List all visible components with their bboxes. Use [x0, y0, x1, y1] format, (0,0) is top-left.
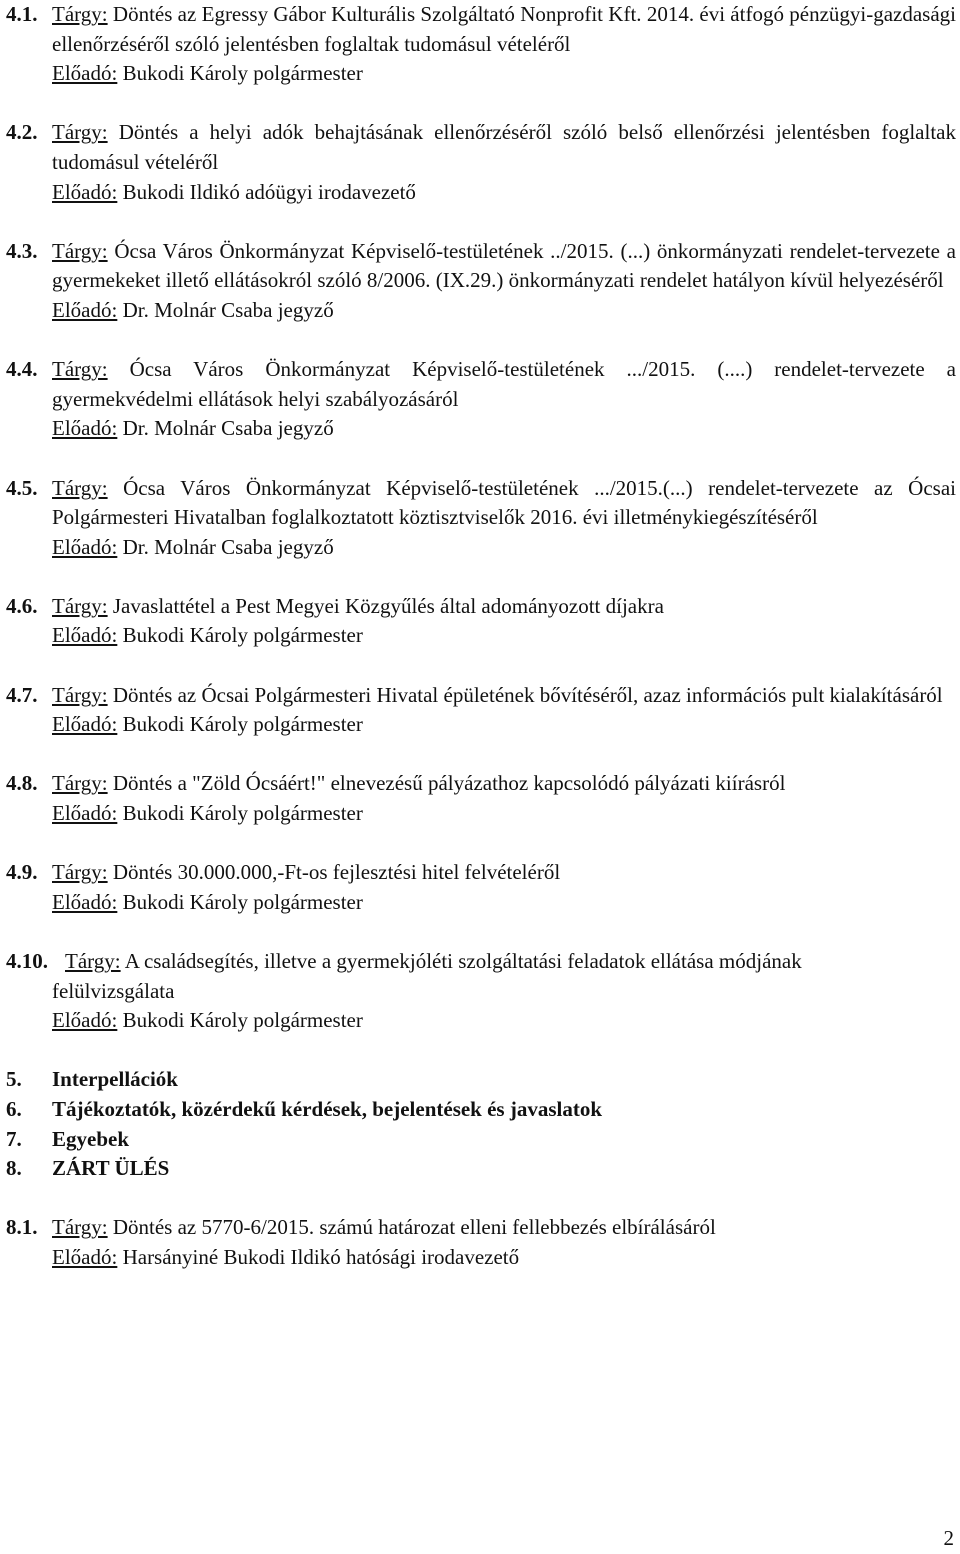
item-subject [52, 355, 956, 414]
subject-label: Tárgy: [52, 860, 108, 885]
subject-label: Tárgy: [52, 1215, 108, 1240]
item-subject [52, 237, 956, 296]
item-subject [52, 0, 956, 59]
item-number: 4.7. [6, 682, 38, 707]
section-title: Egyebek [52, 1126, 130, 1151]
agenda-item-4-3 [6, 237, 956, 326]
item-presenter [52, 59, 956, 89]
section-7 [6, 1125, 956, 1155]
presenter-text: Bukodi Ildikó adóügyi irodavezető [122, 179, 416, 204]
agenda-item-4-8 [6, 769, 956, 828]
item-subject [52, 474, 956, 533]
subject-text: Döntés az Egressy Gábor Kulturális Szolgáltató Nonprofit Kft. 2014. évi átfogó pénzügyi-gazdasági ellenőrzéséről szóló jelentésben foglaltak tudomásul vételéről [52, 2, 957, 56]
item-presenter [52, 414, 956, 444]
agenda-item-4-6 [6, 592, 956, 651]
presenter-text: Dr. Molnár Csaba jegyző [122, 297, 334, 322]
section-title: ZÁRT ÜLÉS [52, 1156, 170, 1181]
agenda-item-4-7 [6, 681, 956, 740]
section-number: 7. [6, 1126, 22, 1151]
item-presenter [52, 178, 956, 208]
item-presenter [52, 533, 956, 563]
agenda-item-4-9 [6, 858, 956, 917]
item-number: 4.6. [6, 593, 38, 618]
presenter-label: Előadó: [52, 1008, 118, 1033]
presenter-text: Bukodi Károly polgármester [122, 623, 363, 648]
subject-text: Ócsa Város Önkormányzat Képviselő-testületének ../2015. (...) önkormányzati rendelet-tervezete a gyermekeket illető ellátásokról szóló 8/2006. (IX.29.) önkormányzati rendelet hatályon kívül helyezéséről [52, 238, 956, 293]
subject-label: Tárgy: [52, 682, 108, 707]
presenter-text: Bukodi Károly polgármester [122, 1008, 363, 1033]
subject-label: Tárgy: [52, 120, 108, 145]
subject-text: Ócsa Város Önkormányzat Képviselő-testületének .../2015.(...) rendelet-tervezete az Ócsai Polgármesteri Hivatalban foglalkoztatott köztisztviselők 2016. évi illetménykiegészítéséről [52, 475, 956, 530]
subject-text: Ócsa Város Önkormányzat Képviselő-testületének .../2015. (....) rendelet-tervezete a gyermekvédelmi ellátások helyi szabályozásáról [52, 357, 956, 411]
presenter-label: Előadó: [52, 889, 118, 914]
agenda-item-4-1 [6, 0, 956, 89]
page-number: 2 [943, 1526, 954, 1550]
section-8 [6, 1154, 956, 1184]
agenda-item-4-10 [6, 947, 956, 1036]
item-subject [52, 592, 956, 622]
subject-label: Tárgy: [52, 357, 108, 382]
subject-text: Javaslattétel a Pest Megyei Közgyűlés által adományozott díjakra [112, 593, 664, 618]
section-number: 6. [6, 1096, 22, 1121]
subject-label: Tárgy: [65, 949, 121, 973]
presenter-label: Előadó: [52, 297, 118, 322]
item-presenter [52, 1243, 956, 1273]
item-subject [52, 769, 956, 799]
item-number: 4.5. [6, 475, 38, 500]
subject-label: Tárgy: [52, 2, 108, 26]
subject-text: Döntés 30.000.000,-Ft-os fejlesztési hitel felvételéről [112, 860, 561, 885]
item-presenter [52, 710, 956, 740]
presenter-text: Dr. Molnár Csaba jegyző [122, 416, 334, 441]
item-presenter [52, 1006, 956, 1036]
subject-text: A családsegítés, illetve a gyermekjóléti szolgáltatási feladatok ellátása módjának felülvizsgálata [52, 949, 802, 1003]
presenter-text: Bukodi Károly polgármester [122, 801, 363, 826]
subject-label: Tárgy: [52, 593, 108, 618]
presenter-text: Harsányiné Bukodi Ildikó hatósági irodavezető [122, 1244, 520, 1269]
presenter-text: Bukodi Károly polgármester [122, 889, 363, 914]
presenter-label: Előadó: [52, 801, 118, 826]
item-subject [52, 118, 956, 177]
presenter-label: Előadó: [52, 534, 118, 559]
agenda-item-4-4 [6, 355, 956, 444]
agenda-item-4-2 [6, 118, 956, 207]
agenda-page [6, 0, 956, 1302]
item-number: 8.1. [6, 1215, 38, 1240]
subject-text: Döntés az Ócsai Polgármesteri Hivatal épületének bővítéséről, azaz információs pult kialakításáról [112, 682, 943, 707]
presenter-text: Bukodi Károly polgármester [122, 712, 363, 737]
item-subject [52, 681, 956, 711]
item-subject [52, 1213, 956, 1243]
item-number: 4.8. [6, 771, 38, 796]
section-number: 8. [6, 1156, 22, 1181]
presenter-text: Bukodi Károly polgármester [122, 61, 363, 86]
subject-label: Tárgy: [52, 475, 108, 500]
item-number: 4.4. [6, 357, 38, 382]
presenter-label: Előadó: [52, 179, 118, 204]
subject-label: Tárgy: [52, 771, 108, 796]
item-presenter [52, 296, 956, 326]
section-6 [6, 1095, 956, 1125]
subject-label: Tárgy: [52, 238, 108, 263]
subject-text: Döntés az 5770-6/2015. számú határozat elleni fellebbezés elbírálásáról [112, 1215, 716, 1240]
presenter-label: Előadó: [52, 416, 118, 441]
item-number: 4.2. [6, 120, 38, 145]
presenter-label: Előadó: [52, 1244, 118, 1269]
item-presenter [52, 799, 956, 829]
section-5 [6, 1065, 956, 1095]
item-subject [52, 858, 956, 888]
presenter-label: Előadó: [52, 61, 118, 86]
presenter-label: Előadó: [52, 712, 118, 737]
subject-text: Döntés a "Zöld Ócsáért!" elnevezésű pályázathoz kapcsolódó pályázati kiírásról [112, 771, 786, 796]
agenda-item-4-5 [6, 474, 956, 563]
presenter-text: Dr. Molnár Csaba jegyző [122, 534, 334, 559]
section-number: 5. [6, 1067, 22, 1092]
item-number: 4.9. [6, 860, 38, 885]
section-title: Tájékoztatók, közérdekű kérdések, bejelentések és javaslatok [52, 1096, 603, 1121]
section-list [6, 1065, 956, 1183]
section-title: Interpellációk [52, 1067, 178, 1092]
item-number: 4.1. [6, 2, 38, 26]
item-number: 4.3. [6, 238, 38, 263]
subject-text: Döntés a helyi adók behajtásának ellenőrzéséről szóló belső ellenőrzési jelentésben foglaltak tudomásul vételéről [52, 120, 956, 174]
presenter-label: Előadó: [52, 623, 118, 648]
agenda-item-8-1 [6, 1213, 956, 1272]
item-presenter [52, 888, 956, 918]
item-subject [52, 947, 956, 1006]
item-number: 4.10. [6, 949, 48, 973]
item-presenter [52, 621, 956, 651]
